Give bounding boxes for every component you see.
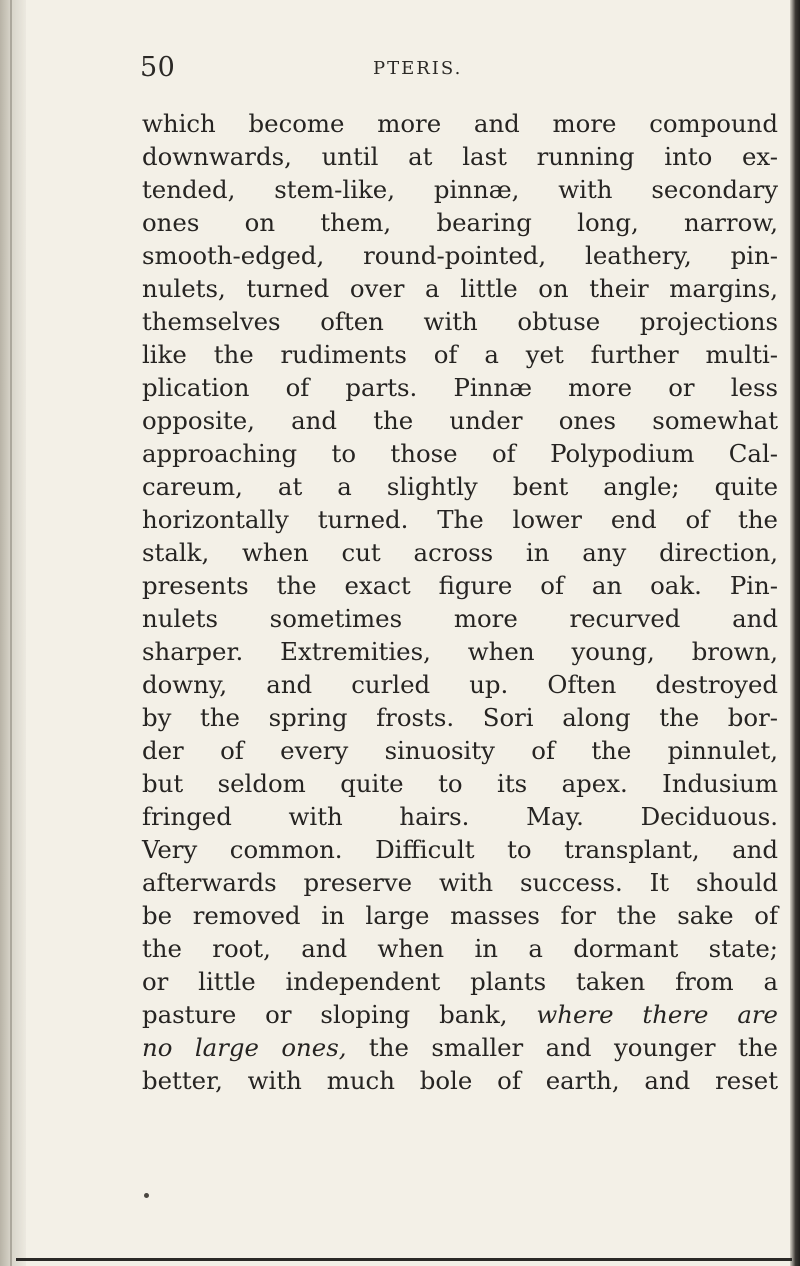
page-edge	[790, 0, 800, 1266]
text-run: pasture or sloping bank,	[142, 1000, 537, 1029]
text-line: stalk, when cut across in any direction,	[142, 538, 778, 567]
text-line: the root, and when in a dormant state;	[142, 934, 778, 963]
page-number: 50	[140, 52, 176, 83]
text-line: afterwards preserve with success. It should	[142, 868, 778, 897]
text-line: approaching to those of Polypodium Cal-	[142, 439, 778, 468]
text-line: fringed with hairs. May. Deciduous.	[142, 802, 778, 831]
text-line: be removed in large masses for the sake of	[142, 901, 778, 930]
text-line: presents the exact figure of an oak. Pin-	[142, 571, 778, 600]
page-header	[0, 52, 800, 86]
text-line: careum, at a slightly bent angle; quite	[142, 472, 778, 501]
text-line: der of every sinuosity of the pinnulet,	[142, 736, 778, 765]
text-line: smooth-edged, round-pointed, leathery, pin-	[142, 241, 778, 270]
text-line: or little independent plants taken from a	[142, 967, 778, 996]
text-line: Very common. Difficult to transplant, and	[142, 835, 778, 864]
italic-text: no large ones,	[142, 1033, 347, 1062]
body-text	[142, 107, 778, 1097]
italic-text: where there are	[536, 1000, 778, 1029]
text-line: plication of parts. Pinnæ more or less	[142, 373, 778, 402]
text-line: downwards, until at last running into ex-	[142, 142, 778, 171]
binding-shadow	[0, 0, 26, 1266]
text-line: which become more and more compound	[142, 109, 778, 138]
text-run: the smaller and younger the	[346, 1033, 778, 1062]
text-line: ones on them, bearing long, narrow,	[142, 208, 778, 237]
text-line: nulets sometimes more recurved and	[142, 604, 778, 633]
text-line-mixed	[142, 998, 778, 1031]
text-line: themselves often with obtuse projections	[142, 307, 778, 336]
text-line: by the spring frosts. Sori along the bor-	[142, 703, 778, 732]
text-line: better, with much bole of earth, and reset	[142, 1066, 778, 1095]
binding-line	[10, 0, 12, 1266]
text-line: opposite, and the under ones somewhat	[142, 406, 778, 435]
text-line: horizontally turned. The lower end of the	[142, 505, 778, 534]
text-line: nulets, turned over a little on their margins,	[142, 274, 778, 303]
text-line-mixed	[142, 1031, 778, 1064]
text-line: but seldom quite to its apex. Indusium	[142, 769, 778, 798]
text-line: tended, stem-like, pinnæ, with secondary	[142, 175, 778, 204]
running-head: PTERIS.	[373, 58, 463, 79]
text-line: like the rudiments of a yet further multi-	[142, 340, 778, 369]
ink-speck	[144, 1193, 149, 1198]
text-line: downy, and curled up. Often destroyed	[142, 670, 778, 699]
bottom-rule	[16, 1258, 792, 1261]
text-line: sharper. Extremities, when young, brown,	[142, 637, 778, 666]
